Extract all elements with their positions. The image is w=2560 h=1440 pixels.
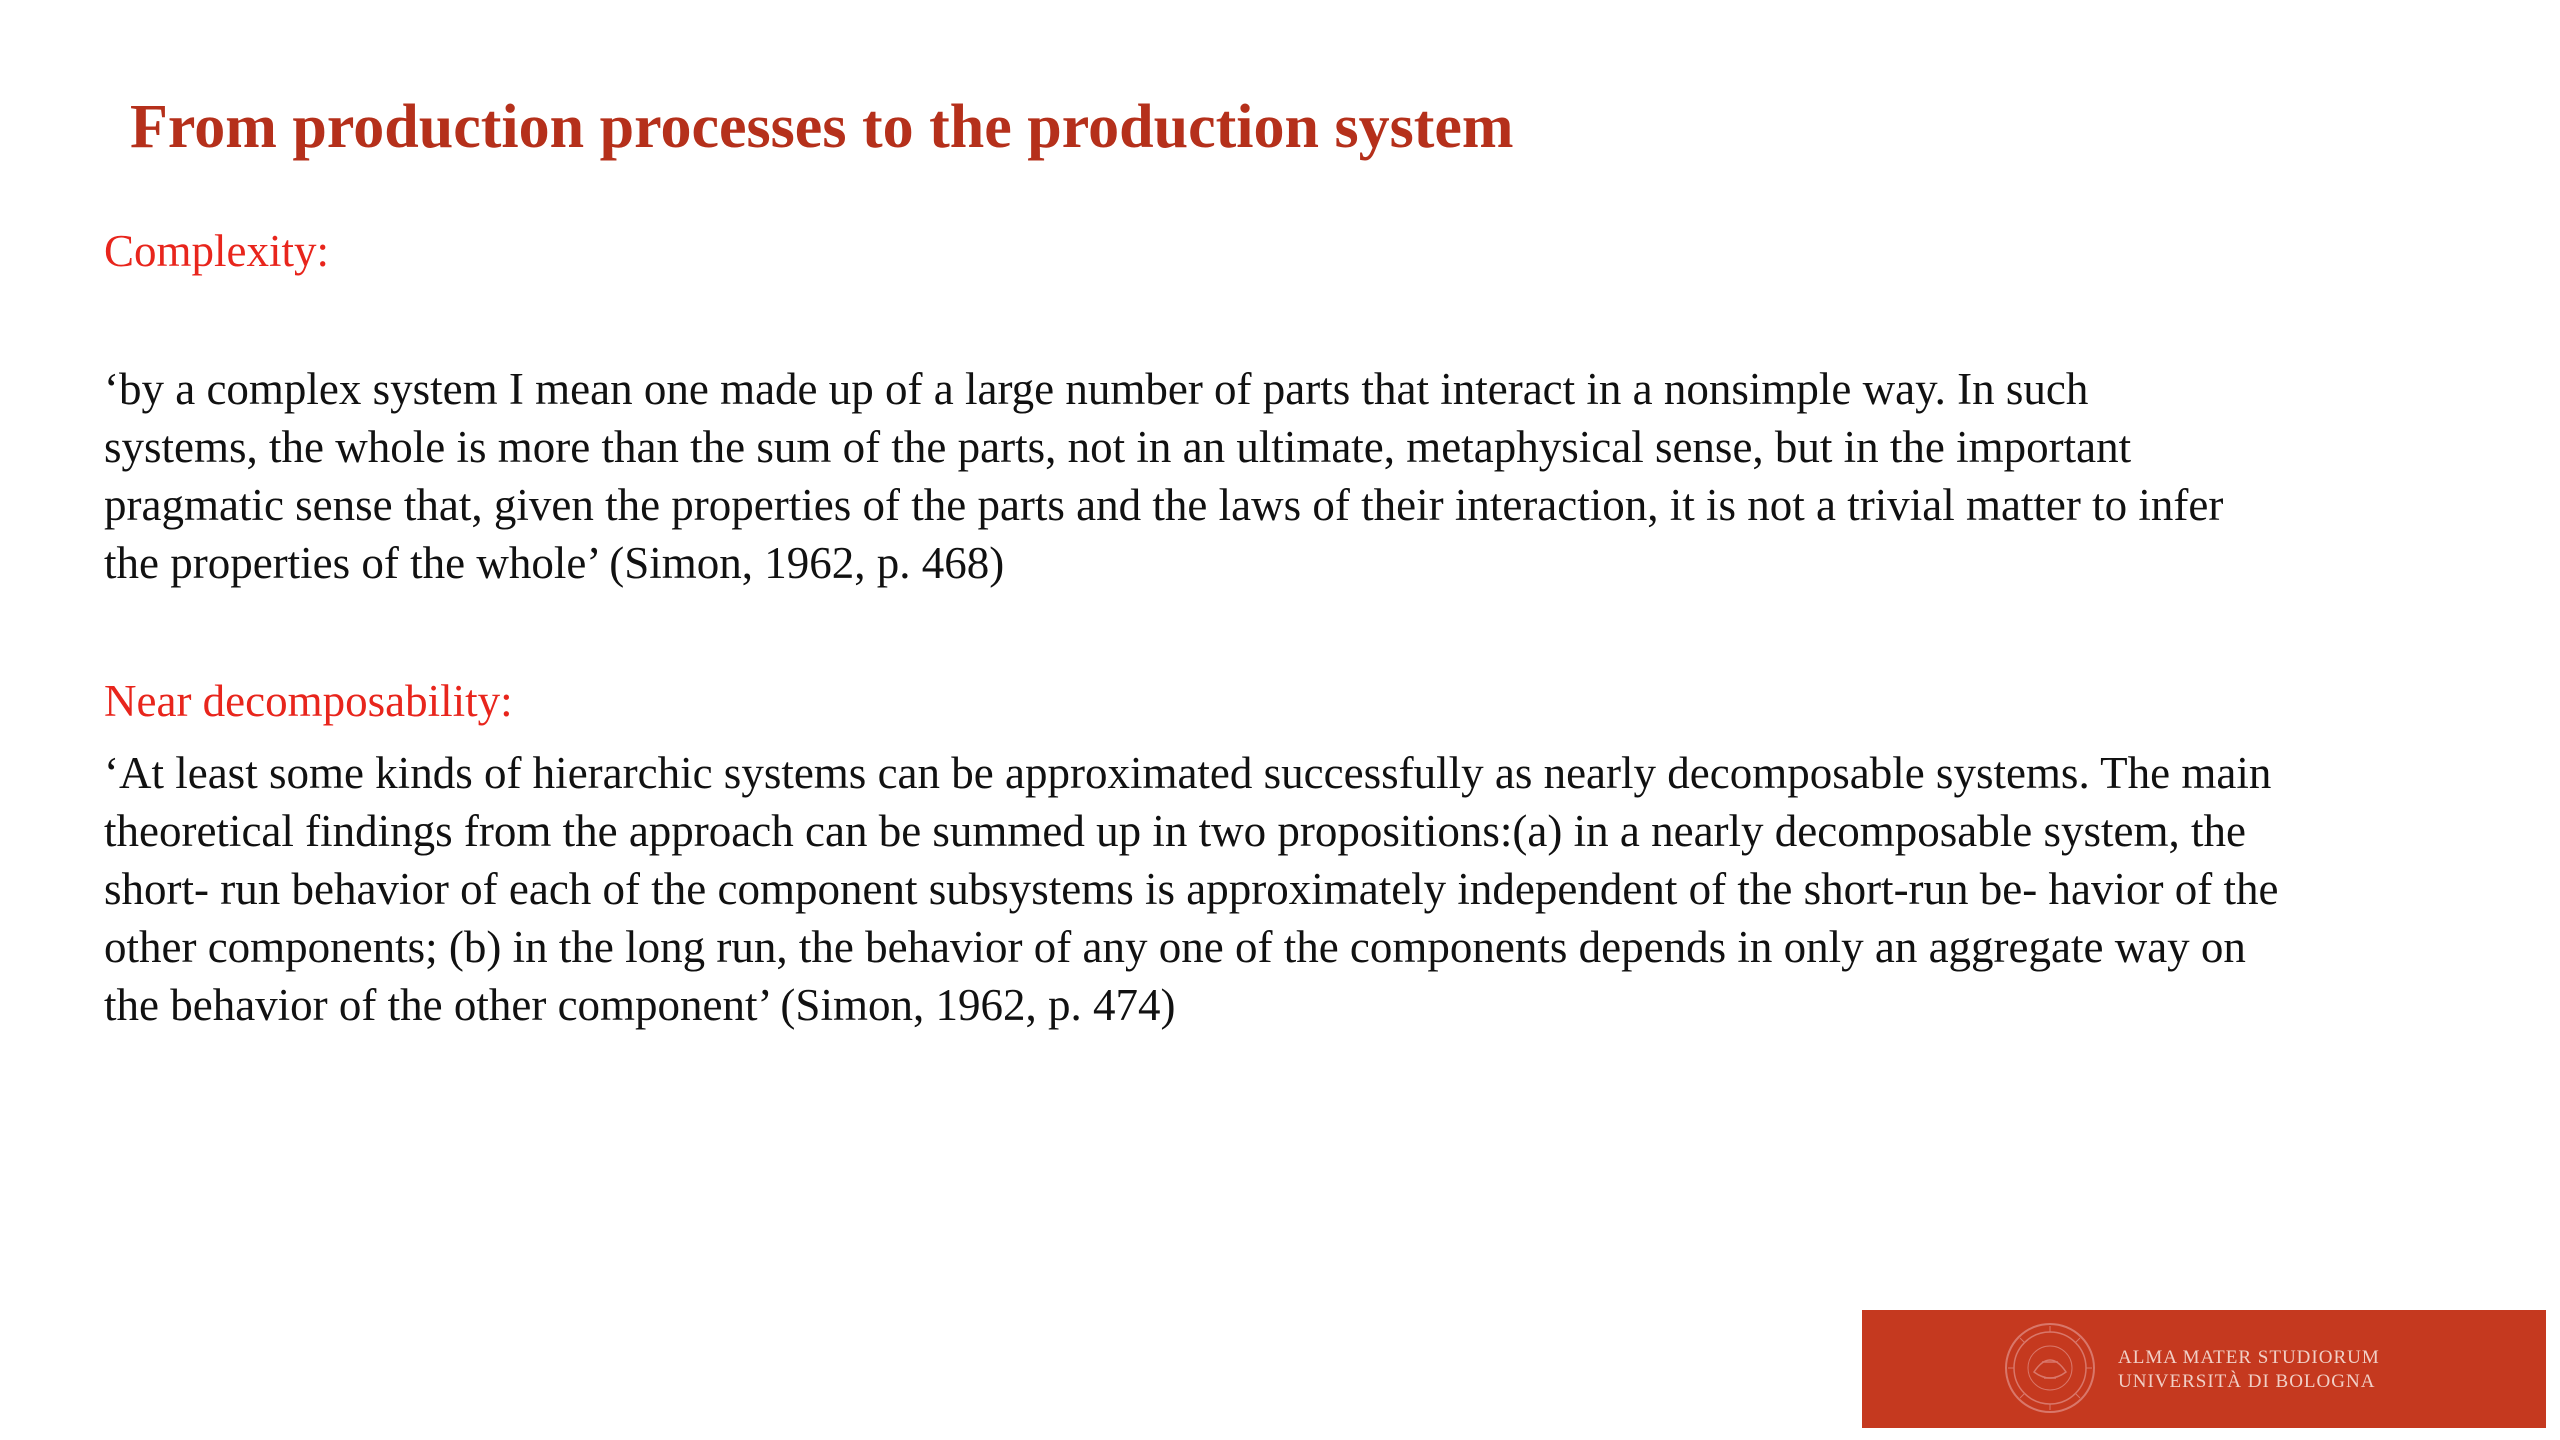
near-decomposability-heading: Near decomposability: bbox=[104, 676, 513, 726]
near-decomposability-quote bbox=[104, 744, 2484, 1034]
quote-line: the properties of the whole’ (Simon, 1962, p. 468) bbox=[104, 538, 1005, 588]
quote-line: short- run behavior of each of the component subsystems is approximately independent of the short-run be- havior of the bbox=[104, 864, 2279, 914]
slide-title: From production processes to the production system bbox=[130, 93, 1514, 161]
quote-line: pragmatic sense that, given the properties of the parts and the laws of their interaction, it is not a trivial matter to infer bbox=[104, 480, 2224, 530]
quote-line: theoretical findings from the approach can be summed up in two propositions:(a) in a nearly decomposable system, the bbox=[104, 806, 2246, 856]
university-name-line1: ALMA MATER STUDIORUM bbox=[2118, 1347, 2380, 1368]
university-seal-icon bbox=[2004, 1322, 2096, 1414]
university-name-line2: UNIVERSITÀ DI BOLOGNA bbox=[2118, 1371, 2376, 1392]
university-banner bbox=[1862, 1310, 2546, 1428]
university-name bbox=[2118, 1346, 2380, 1394]
complexity-heading: Complexity: bbox=[104, 226, 329, 276]
quote-line: ‘by a complex system I mean one made up of a large number of parts that interact in a nonsimple way. In such bbox=[104, 364, 2089, 414]
slide-content bbox=[104, 222, 2484, 1034]
complexity-quote bbox=[104, 360, 2484, 592]
quote-line: ‘At least some kinds of hierarchic systems can be approximated successfully as nearly decomposable systems. The main bbox=[104, 748, 2272, 798]
quote-line: other components; (b) in the long run, the behavior of any one of the components depends in only an aggregate way on bbox=[104, 922, 2246, 972]
quote-line: the behavior of the other component’ (Simon, 1962, p. 474) bbox=[104, 980, 1176, 1030]
quote-line: systems, the whole is more than the sum of the parts, not in an ultimate, metaphysical sense, but in the important bbox=[104, 422, 2132, 472]
